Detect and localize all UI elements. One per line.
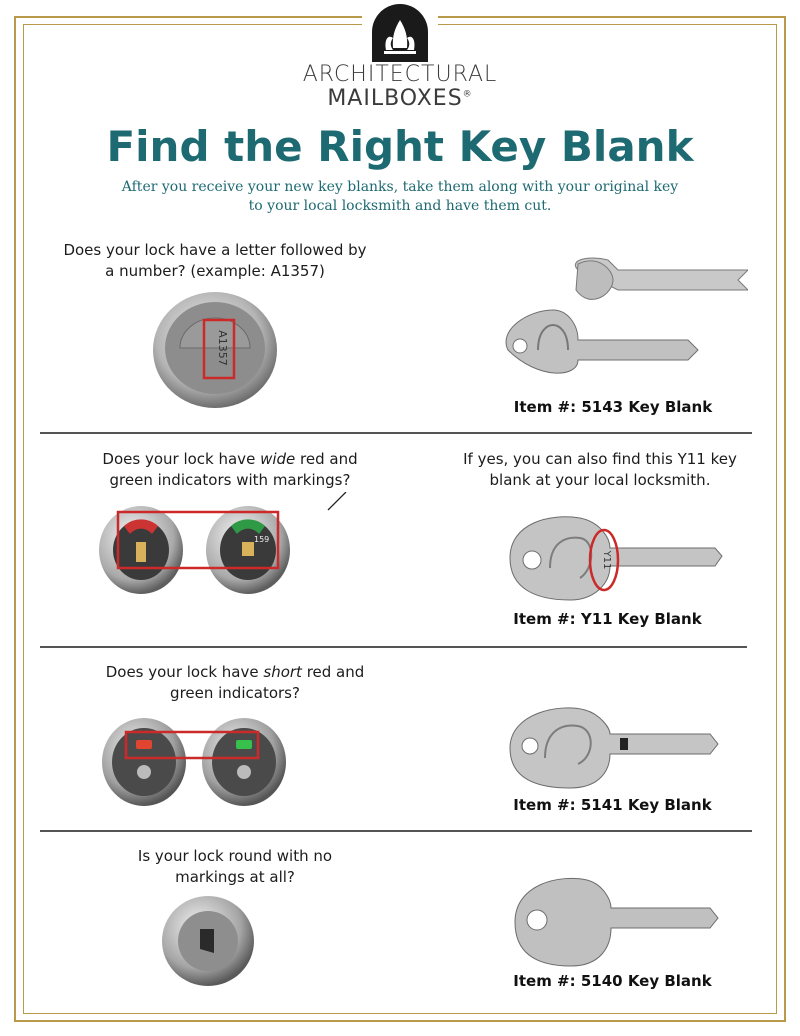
section3-q-part-b: red and bbox=[301, 663, 365, 681]
arch-logo-icon bbox=[362, 4, 438, 62]
lock-marking-text: A1357 bbox=[216, 330, 229, 366]
section4-question-line1: Is your lock round with no bbox=[137, 847, 333, 865]
section2-question bbox=[40, 449, 420, 491]
section2-item-label: Item #: Y11 Key Blank bbox=[513, 610, 702, 628]
section2-q-emphasis: wide bbox=[260, 450, 296, 468]
section-divider-3 bbox=[40, 830, 752, 832]
section1-question-line1: Does your lock have a letter followed by bbox=[63, 241, 367, 259]
section4-item-label: Item #: 5140 Key Blank bbox=[513, 972, 712, 990]
section2-question-line1 bbox=[40, 449, 420, 470]
page-title: Find the Right Key Blank bbox=[106, 122, 694, 171]
key-blank-5140-image bbox=[505, 866, 725, 976]
section-divider-1 bbox=[40, 432, 752, 434]
section1-item-label: Item #: 5143 Key Blank bbox=[513, 398, 713, 416]
section3-q-emphasis: short bbox=[263, 663, 302, 681]
registered-mark: ® bbox=[462, 89, 473, 100]
key-marking-y11-text: Y11 bbox=[601, 550, 612, 570]
section1-question bbox=[40, 240, 390, 282]
section3-item-label: Item #: 5141 Key Blank bbox=[513, 796, 712, 814]
lock-marking-159-text: 159 bbox=[254, 535, 270, 544]
lock-image-short-indicators bbox=[100, 710, 290, 810]
key-blank-5141-image bbox=[500, 698, 730, 798]
section1-question-line2: a number? (example: A1357) bbox=[105, 262, 325, 280]
key-blank-5143-image bbox=[498, 250, 748, 380]
section2-note-line1: If yes, you can also find this Y11 key bbox=[463, 450, 737, 468]
brand-name-line1: ARCHITECTURAL bbox=[302, 62, 498, 87]
lock-image-wide-indicators bbox=[96, 490, 296, 600]
section-divider-2 bbox=[40, 646, 747, 648]
section2-q-part-b: red and bbox=[295, 450, 358, 468]
section2-note bbox=[440, 449, 760, 491]
section2-q-part-a: Does your lock have bbox=[102, 450, 261, 468]
brand-name-line2 bbox=[0, 86, 800, 111]
section3-question bbox=[40, 662, 430, 704]
section4-question bbox=[40, 846, 430, 888]
brand-name-text: MAILBOXES bbox=[327, 86, 463, 111]
lock-image-letter-number bbox=[150, 290, 280, 410]
section2-question-line2: green indicators with markings? bbox=[109, 471, 351, 489]
section2-note-line2: blank at your local locksmith. bbox=[489, 471, 711, 489]
brand-logo bbox=[362, 4, 438, 62]
section4-question-line2: markings at all? bbox=[175, 868, 295, 886]
callout-pointer-line bbox=[326, 492, 348, 512]
section3-question-line2: green indicators? bbox=[170, 684, 300, 702]
key-blank-y11-image bbox=[500, 508, 730, 608]
section3-q-part-a: Does your lock have bbox=[105, 663, 264, 681]
lock-image-round-plain bbox=[158, 893, 258, 993]
page-subtitle: After you receive your new key blanks, take them along with your original key to your local locksmith and have them cut. bbox=[121, 179, 679, 214]
section3-question-line1 bbox=[40, 662, 430, 683]
